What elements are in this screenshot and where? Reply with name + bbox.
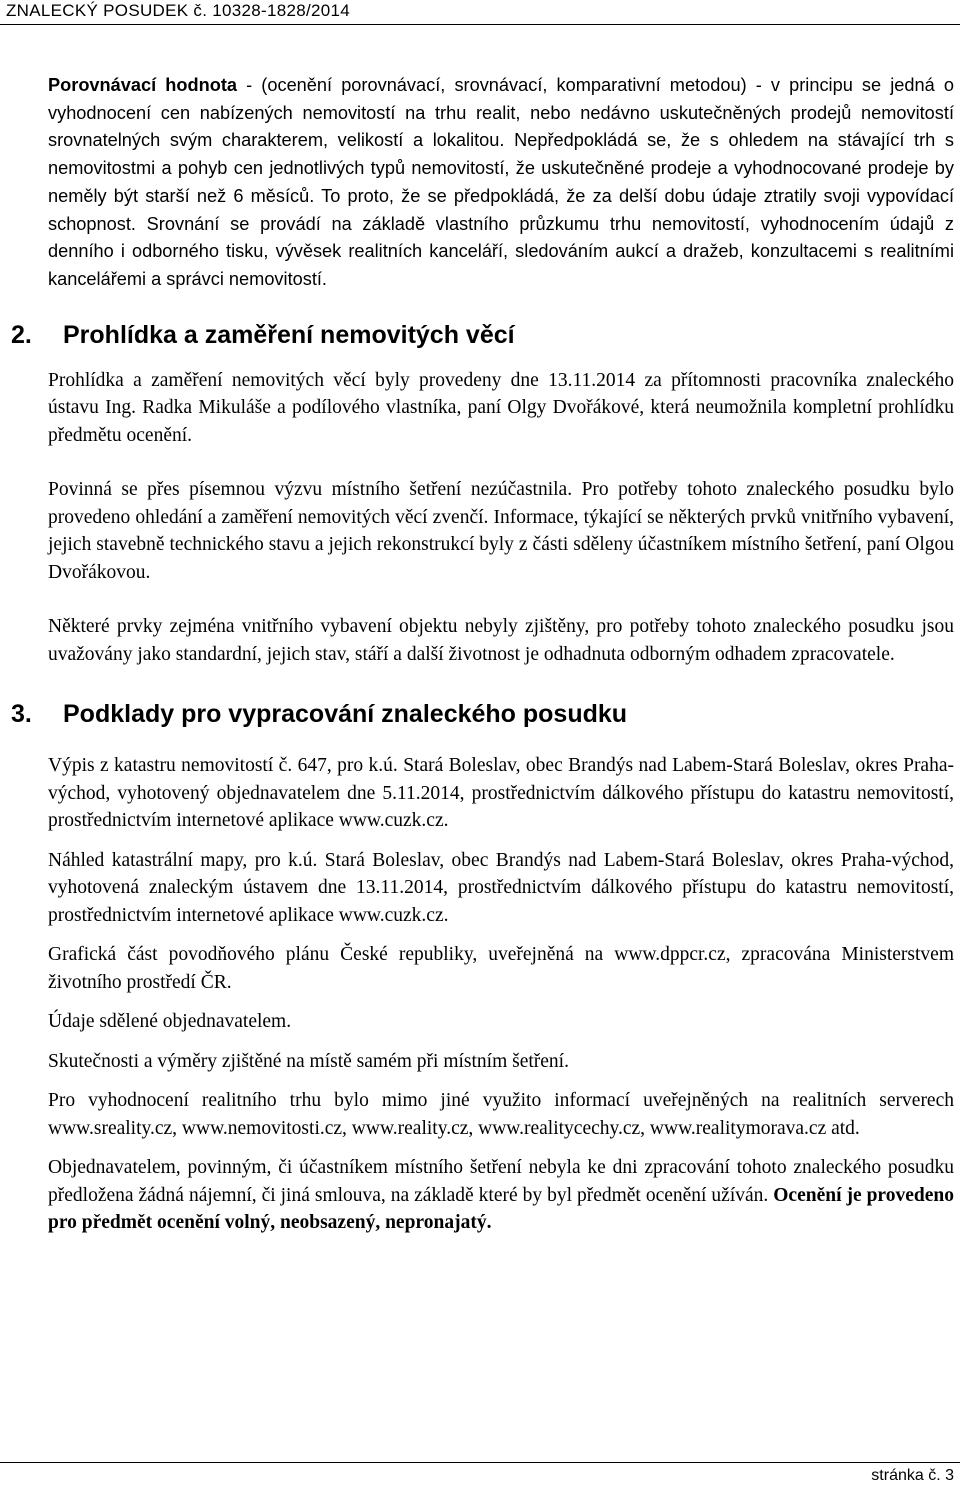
section-3-paragraph-3: Grafická část povodňového plánu České republiky, uveřejněná na www.dppcr.cz, zpracována Ministerstvem životního prostředí ČR. — [48, 944, 954, 993]
section-3-paragraph-1: Výpis z katastru nemovitostí č. 647, pro k.ú. Stará Boleslav, obec Brandýs nad Labem-Stará Boleslav, okres Praha-východ, vyhotovený objednavatelem dne 5.11.2014, prostřednictvím dálkového přístupu do katastru nemovitostí, prostřednictvím internetové aplikace www.cuzk.cz. — [48, 755, 954, 832]
intro-definition: - (ocenění porovnávací, srovnávací, komparativní metodou) - v principu se jedná o vyhodnocení cen nabízených nemovitostí na trhu realit, nebo nedávno uskutečněných prodejů nemovitostí srovnatelných svým charakterem, velikostí a lokalitou. Nepředpokládá se, že s ohledem na stávající trh s nemovitostmi a pohyb cen jednotlivých typů nemovitostí, že uskutečněné prodeje a vyhodnocované prodeje by neměly být starší než 6 měsíců. To proto, že se předpokládá, že za delší dobu údaje ztratily svoji vypovídací schopnost. Srovnání se provádí na základě vlastního průzkumu trhu nemovitostí, vyhodnocením údajů z denního i odborného tisku, vývěsek realitních kanceláří, sledováním aukcí a dražeb, konzultacemi s realitními kancelářemi a správci nemovitostí. — [48, 75, 954, 289]
section-3-paragraph-4: Údaje sdělené objednavatelem. — [48, 1011, 292, 1033]
section-3-paragraph-7-text: Objednavatelem, povinným, či účastníkem místního šetření nebyla ke dni zpracování tohoto znaleckého posudku předložena žádná nájemní, či jiná smlouva, na základě které by byl předmět ocenění užíván. — [48, 1157, 954, 1206]
page-number: stránka č. 3 — [871, 1467, 954, 1484]
section-2-paragraph-3: Některé prvky zejména vnitřního vybavení objektu nebyly zjištěny, pro potřeby tohoto znaleckého posudku jsou uvažovány jako standardní, jejich stav, stáří a další životnost je odhadnuta odborným odhadem zpracovatele. — [48, 616, 954, 665]
section-3-paragraph-5: Skutečnosti a výměry zjištěné na místě samém při místním šetření. — [48, 1050, 569, 1072]
section-2-heading — [11, 320, 954, 350]
section-2-paragraph-1: Prohlídka a zaměření nemovitých věcí byly provedeny dne 13.11.2014 za přítomnosti pracovníka znaleckého ústavu Ing. Radka Mikuláše a podílového vlastníka, paní Olgy Dvořákové, která neumožnila kompletní prohlídku předmětu ocenění. — [48, 369, 954, 446]
section-3-number: 3. — [11, 700, 32, 729]
intro-term: Porovnávací hodnota — [48, 75, 238, 95]
page-header — [0, 0, 960, 25]
intro-paragraph — [48, 72, 954, 294]
section-3-heading — [11, 699, 954, 729]
section-3-paragraph-6: Pro vyhodnocení realitního trhu bylo mimo jiné využito informací uveřejněných na realitních serverech www.sreality.cz, www.nemovitosti.cz, www.reality.cz, www.realitycechy.cz, www.realitymorava.cz atd. — [48, 1090, 954, 1139]
document-body — [11, 72, 954, 1237]
valuation-statement: Ocenění je provedeno pro předmět ocenění volný, neobsazený, nepronajatý. — [48, 1184, 954, 1234]
document-title: ZNALECKÝ POSUDEK č. 10328-1828/2014 — [6, 1, 351, 20]
section-3-title: Podklady pro vypracování znaleckého posudku — [63, 700, 628, 729]
section-2-number: 2. — [11, 320, 32, 349]
footer-divider — [0, 1462, 960, 1463]
section-2-title: Prohlídka a zaměření nemovitých věcí — [63, 320, 515, 349]
section-2-paragraph-2: Povinná se přes písemnou výzvu místního šetření nezúčastnila. Pro potřeby tohoto znaleckého posudku bylo provedeno ohledání a zaměření nemovitých věcí zvenčí. Informace, týkající se některých prvků vnitřního vybavení, jejich stavebně technického stavu a jejich rekonstrukcí byly z části sděleny účastníkem místního šetření, paní Olgou Dvořákovou. — [48, 479, 954, 583]
section-3-paragraph-7 — [48, 1154, 954, 1237]
section-3-paragraph-2: Náhled katastrální mapy, pro k.ú. Stará Boleslav, obec Brandýs nad Labem-Stará Boleslav, okres Praha-východ, vyhotovená znaleckým ústavem dne 13.11.2014, prostřednictvím dálkového přístupu do katastru nemovitostí, prostřednictvím internetové aplikace www.cuzk.cz. — [48, 849, 954, 926]
